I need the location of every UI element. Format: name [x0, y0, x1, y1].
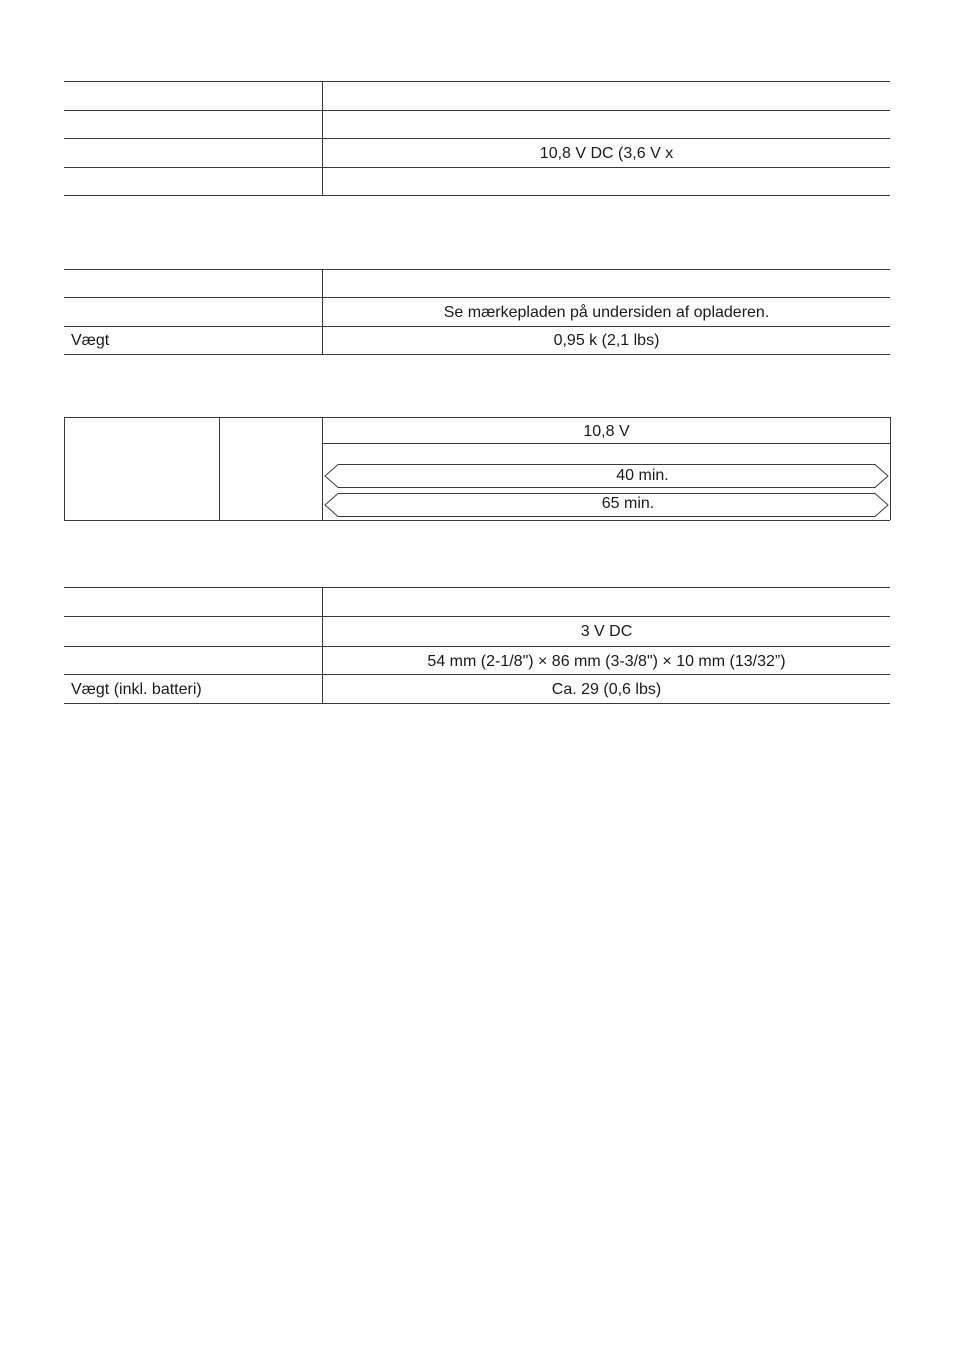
table-3-voltage-value: 10,8 V	[583, 423, 630, 440]
table-4-bottom-border	[64, 703, 890, 704]
table-1-row-divider	[64, 138, 890, 139]
table-1-row-divider	[64, 167, 890, 168]
table-3-left-border	[64, 417, 65, 520]
table-2-weight-value: 0,95 k (2,1 lbs)	[553, 332, 660, 349]
table-4-row-divider	[64, 674, 890, 675]
table-2-rating-value: Se mærkepladen på undersiden af opladeren.	[443, 304, 770, 321]
table-2-row-divider	[64, 326, 890, 327]
charging-time-b: 65 min.	[601, 495, 655, 512]
table-4-dimensions-value: 54 mm (2-1/8") × 86 mm (3-3/8") × 10 mm (13/32”)	[427, 653, 786, 670]
table-1-row-divider	[64, 110, 890, 111]
table-3-bottom-border	[64, 520, 890, 521]
table-3-top-border	[64, 417, 890, 418]
table-4-weight-label: Vægt (inkl. batteri)	[71, 681, 202, 698]
table-2-row-divider	[64, 297, 890, 298]
table-3-row-divider	[322, 443, 890, 444]
table-1-voltage-value: 10,8 V DC (3,6 V x	[539, 145, 674, 162]
table-4-row-divider	[64, 616, 890, 617]
table-4-top-border	[64, 587, 890, 588]
charging-time-a: 40 min.	[616, 467, 669, 484]
table-4-row-divider	[64, 646, 890, 647]
table-2-bottom-border	[64, 354, 890, 355]
table-3-column-divider	[219, 417, 220, 520]
table-4-voltage-value: 3 V DC	[580, 623, 633, 640]
table-4-weight-value: Ca. 29 (0,6 lbs)	[551, 681, 662, 698]
table-1-top-border	[64, 81, 890, 82]
table-2-top-border	[64, 269, 890, 270]
table-1-bottom-border	[64, 195, 890, 196]
table-1-column-divider	[322, 81, 323, 195]
table-2-weight-label: Vægt	[71, 332, 110, 349]
